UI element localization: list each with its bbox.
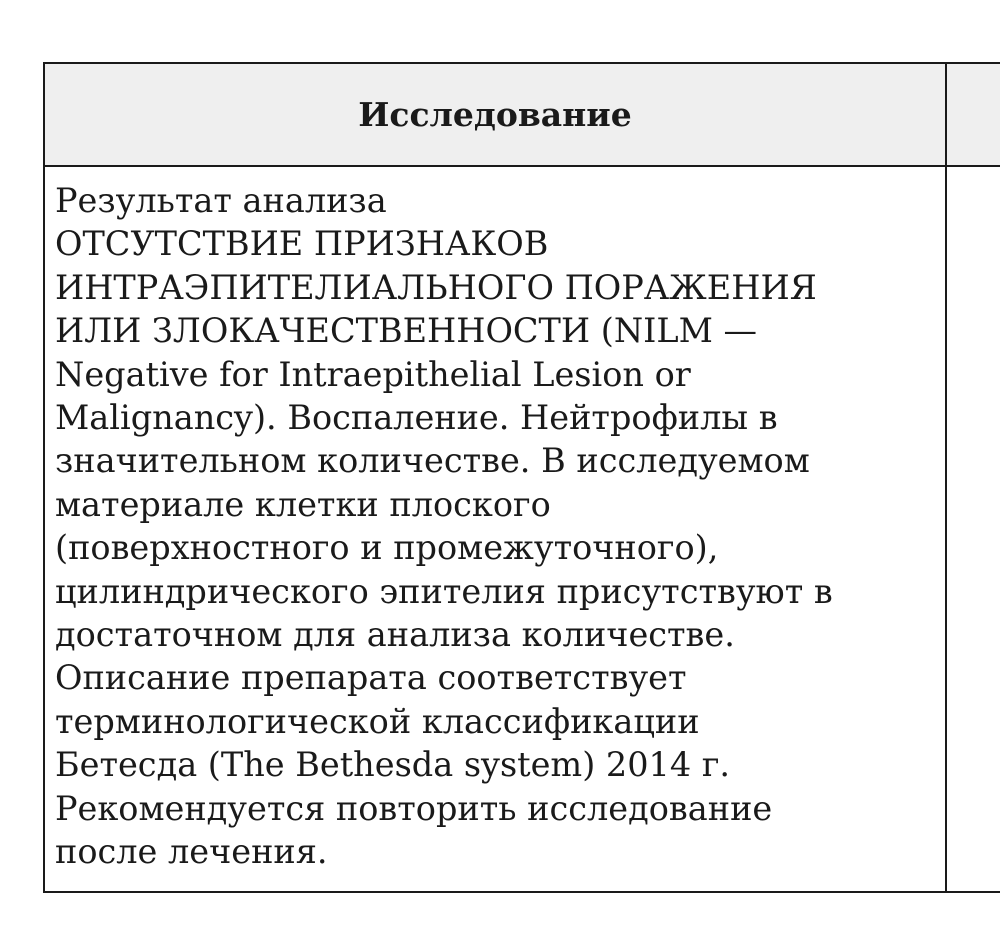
study-result-cell [44, 166, 946, 892]
results-table-container [43, 62, 1000, 893]
table-row [44, 166, 1000, 892]
table-header-row [44, 63, 1000, 166]
header-study: Исследование [44, 63, 946, 166]
study-result-text: Результат анализа ОТСУТСТВИЕ ПРИЗНАКОВ ИНТРАЭПИТЕЛИАЛЬНОГО ПОРАЖЕНИЯ ИЛИ ЗЛОКАЧЕСТВЕННОСТИ (NILM — Negative for Intraepithelial Lesion or Malignancy). Воспаление. Нейтрофилы в значительном количестве. В исследуемом материале клетки плоского (поверхностного и промежуточного), цилиндрического эпителия присутствуют в достаточном для анализа количестве. Описание препарата соответствует терминологической классификации Бетесда (The Bethesda system) 2014 г. Рекомендуется повторить исследование после лечения. [55, 181, 833, 872]
header-second-column [946, 63, 1000, 166]
results-table [43, 62, 1000, 893]
second-column-cell [946, 166, 1000, 892]
